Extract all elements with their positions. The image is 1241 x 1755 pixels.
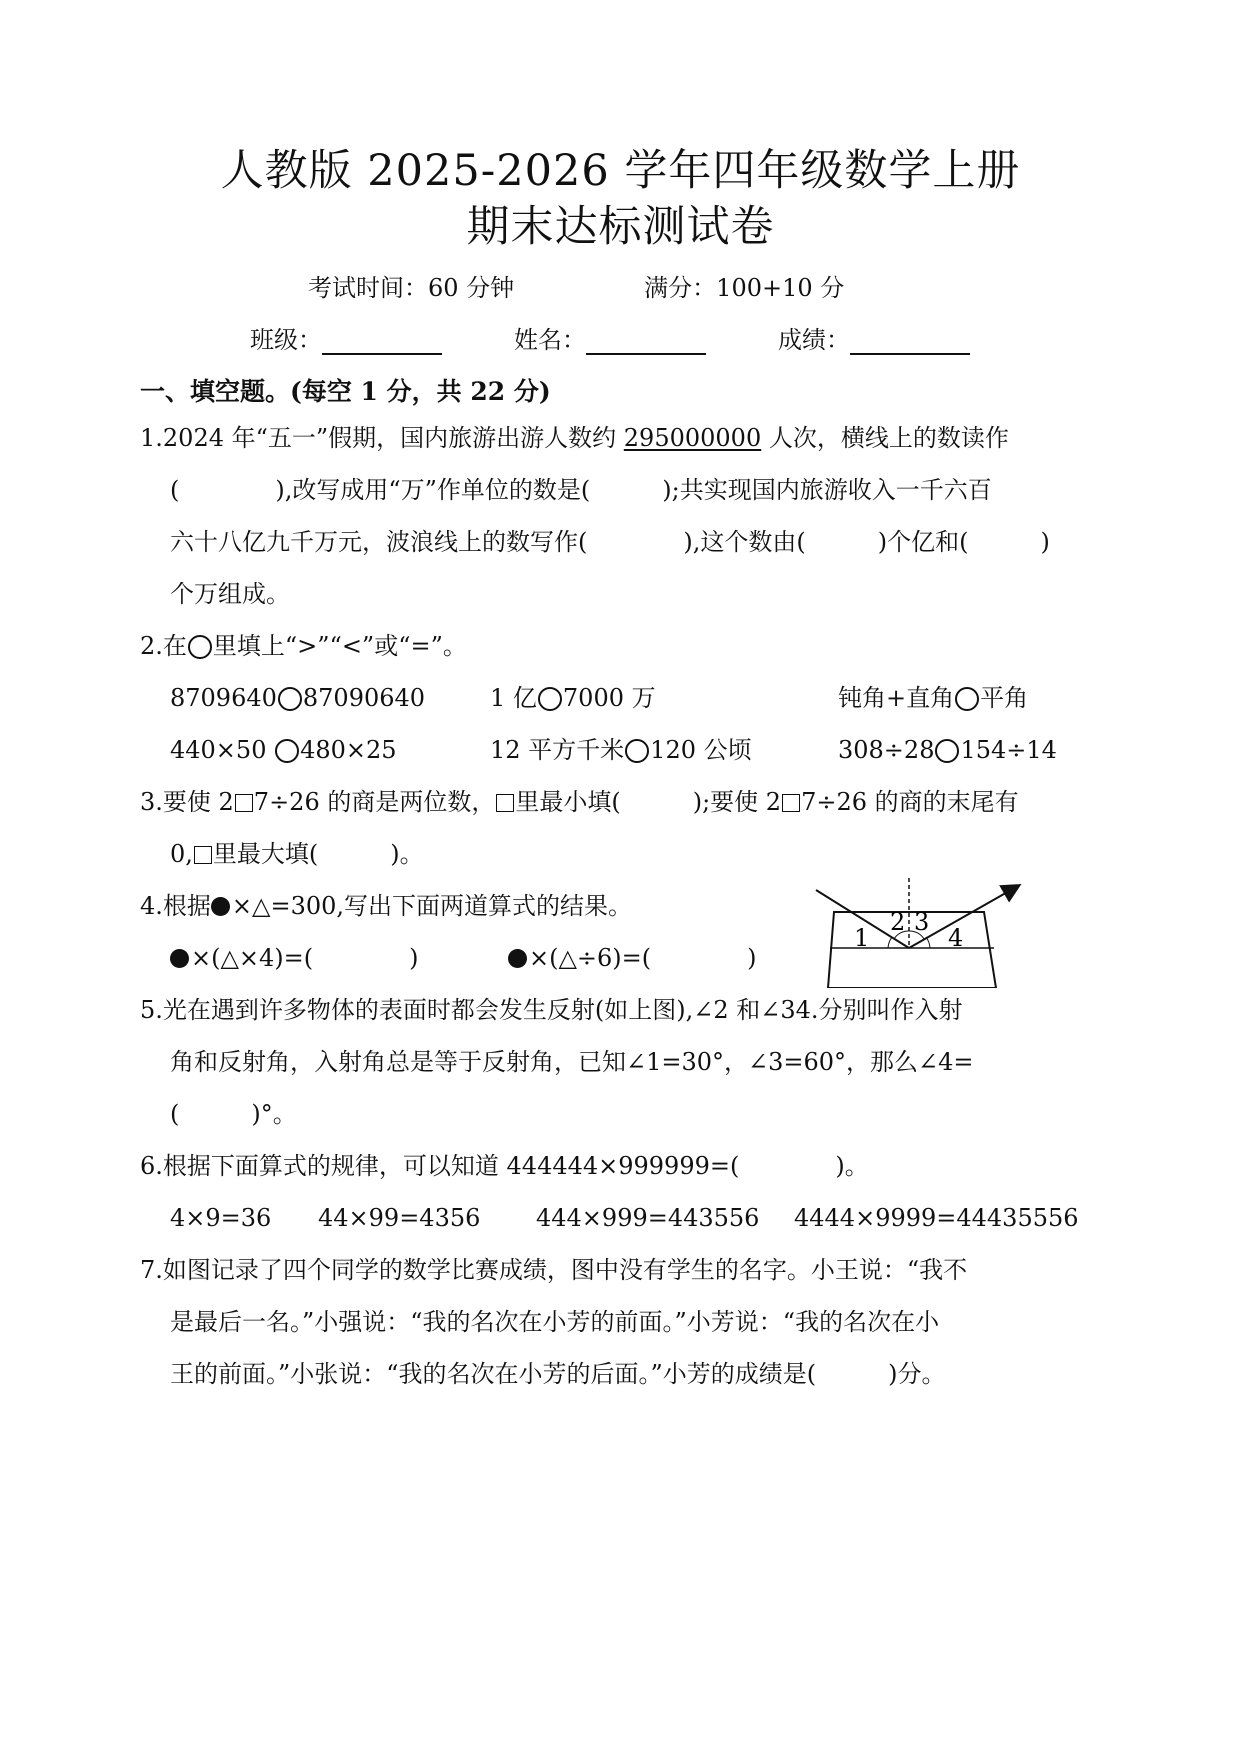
q6-line1: 6.根据下面算式的规律，可以知道 444444×999999=( )。 <box>140 1152 869 1180</box>
filled-circle-icon <box>508 949 527 968</box>
q1-line4: 个万组成。 <box>170 580 290 608</box>
q5-line3: ( )°。 <box>170 1100 297 1128</box>
grade-field <box>778 320 970 355</box>
angle-label: 4 <box>948 924 964 952</box>
exam-full-score: 满分：100+10 分 <box>644 274 845 302</box>
q2-item <box>838 738 1057 763</box>
angle-label: 1 <box>854 924 870 952</box>
blank-box-icon <box>496 794 514 812</box>
compare-circle-icon[interactable] <box>275 739 299 763</box>
q4-expr2-text: ×(△÷6)=( ) <box>529 944 757 972</box>
student-info-fields <box>250 320 970 355</box>
q7-line2: 是最后一名。”小强说：“我的名次在小芳的前面。”小芳说：“我的名次在小 <box>170 1308 940 1336</box>
q4-expression-1 <box>170 946 419 970</box>
q2-prompt <box>140 634 467 659</box>
name-label: 姓名： <box>514 326 586 354</box>
q1-underlined-number: 295000000 <box>623 424 762 452</box>
blank-box-icon <box>194 846 212 864</box>
q6-example-3: 444×999=443556 <box>536 1204 760 1232</box>
q7-line1: 7.如图记录了四个同学的数学比赛成绩，图中没有学生的名字。小王说：“我不 <box>140 1256 968 1284</box>
exam-time: 考试时间：60 分钟 <box>308 274 515 302</box>
exam-meta <box>308 268 844 303</box>
q4-expr1-text: ×(△×4)=( ) <box>191 944 419 972</box>
q1-text-b: 人次，横线上的数读作 <box>761 424 1009 452</box>
q3-line2 <box>170 842 424 866</box>
blank-box-icon <box>235 794 253 812</box>
q2-item <box>838 686 1028 711</box>
q2-prompt-b: 里填上“>”“<”或“=”。 <box>212 632 467 660</box>
q2-item <box>490 738 752 763</box>
q2-left: 308÷28 <box>838 736 935 764</box>
compare-circle-icon <box>188 635 212 659</box>
class-field <box>250 320 442 355</box>
q6-example-2: 44×99=4356 <box>318 1204 481 1232</box>
q2-left: 8709640 <box>170 684 277 712</box>
q5-line1: 5.光在遇到许多物体的表面时都会发生反射(如上图),∠2 和∠34.分别叫作入射 <box>140 996 963 1024</box>
grade-label: 成绩： <box>778 326 850 354</box>
angle-label: 3 <box>914 908 930 936</box>
q3-line1 <box>140 790 1019 814</box>
angle-arc <box>888 937 892 948</box>
compare-circle-icon[interactable] <box>625 739 649 763</box>
q4-text-a: 4.根据 <box>140 892 211 920</box>
exam-title: 人教版 2025-2026 学年四年级数学上册 <box>220 146 1021 196</box>
q2-item <box>170 686 425 711</box>
q3-text-c: 里最小填( );要使 2 <box>515 788 782 816</box>
q2-left: 440×50 <box>170 736 275 764</box>
grade-blank[interactable] <box>850 327 970 355</box>
blank-box-icon <box>782 794 800 812</box>
q4-expression-2 <box>508 946 757 970</box>
q4-line1 <box>140 894 632 918</box>
q2-left: 12 平方千米 <box>490 736 625 764</box>
class-label: 班级： <box>250 326 322 354</box>
q5-line2: 角和反射角，入射角总是等于反射角，已知∠1=30°，∠3=60°，那么∠4= <box>170 1048 974 1076</box>
filled-circle-icon <box>170 949 189 968</box>
q2-item <box>490 686 656 711</box>
q4-text-b: ×△=300,写出下面两道算式的结果。 <box>231 892 633 920</box>
angle-arc <box>926 937 930 948</box>
q2-right: 平角 <box>980 684 1029 712</box>
section-heading: 一、填空题。(每空 1 分，共 22 分) <box>140 377 551 406</box>
q6-example-1: 4×9=36 <box>170 1204 272 1232</box>
name-blank[interactable] <box>586 327 706 355</box>
q2-right: 120 公顷 <box>650 736 752 764</box>
q2-right: 480×25 <box>300 736 397 764</box>
q2-right: 87090640 <box>302 684 426 712</box>
light-reflection-diagram <box>808 878 1030 988</box>
q1-line3: 六十八亿九千万元，波浪线上的数写作( ),这个数由( )个亿和( ) <box>170 528 1050 556</box>
compare-circle-icon[interactable] <box>538 687 562 711</box>
q1-text-a: 1.2024 年“五一”假期，国内旅游出游人数约 <box>140 424 624 452</box>
q3-text-f: 里最大填( )。 <box>212 840 424 868</box>
q2-right: 154÷14 <box>960 736 1057 764</box>
q3-text-d: 7÷26 的商的末尾有 <box>801 788 1019 816</box>
q2-left: 钝角+直角 <box>838 684 955 712</box>
exam-subtitle: 期末达标测试卷 <box>466 202 775 252</box>
angle-label: 2 <box>890 908 906 936</box>
q2-right: 7000 万 <box>562 684 656 712</box>
q1-line1 <box>140 426 1009 450</box>
q3-text-a: 3.要使 2 <box>140 788 234 816</box>
q6-example-4: 4444×9999=44435556 <box>794 1204 1079 1232</box>
q2-item <box>170 738 397 763</box>
class-blank[interactable] <box>322 327 442 355</box>
q7-line3: 王的前面。”小张说：“我的名次在小芳的后面。”小芳的成绩是( )分。 <box>170 1360 946 1388</box>
filled-circle-icon <box>211 897 230 916</box>
compare-circle-icon[interactable] <box>935 739 959 763</box>
compare-circle-icon[interactable] <box>278 687 302 711</box>
compare-circle-icon[interactable] <box>955 687 979 711</box>
name-field <box>514 320 706 355</box>
q3-text-e: 0, <box>170 840 193 868</box>
q3-text-b: 7÷26 的商是两位数， <box>253 788 496 816</box>
q1-line2: ( ),改写成用“万”作单位的数是( );共实现国内旅游收入一千六百 <box>170 476 992 504</box>
q2-prompt-a: 2.在 <box>140 632 187 660</box>
q2-left: 1 亿 <box>490 684 537 712</box>
